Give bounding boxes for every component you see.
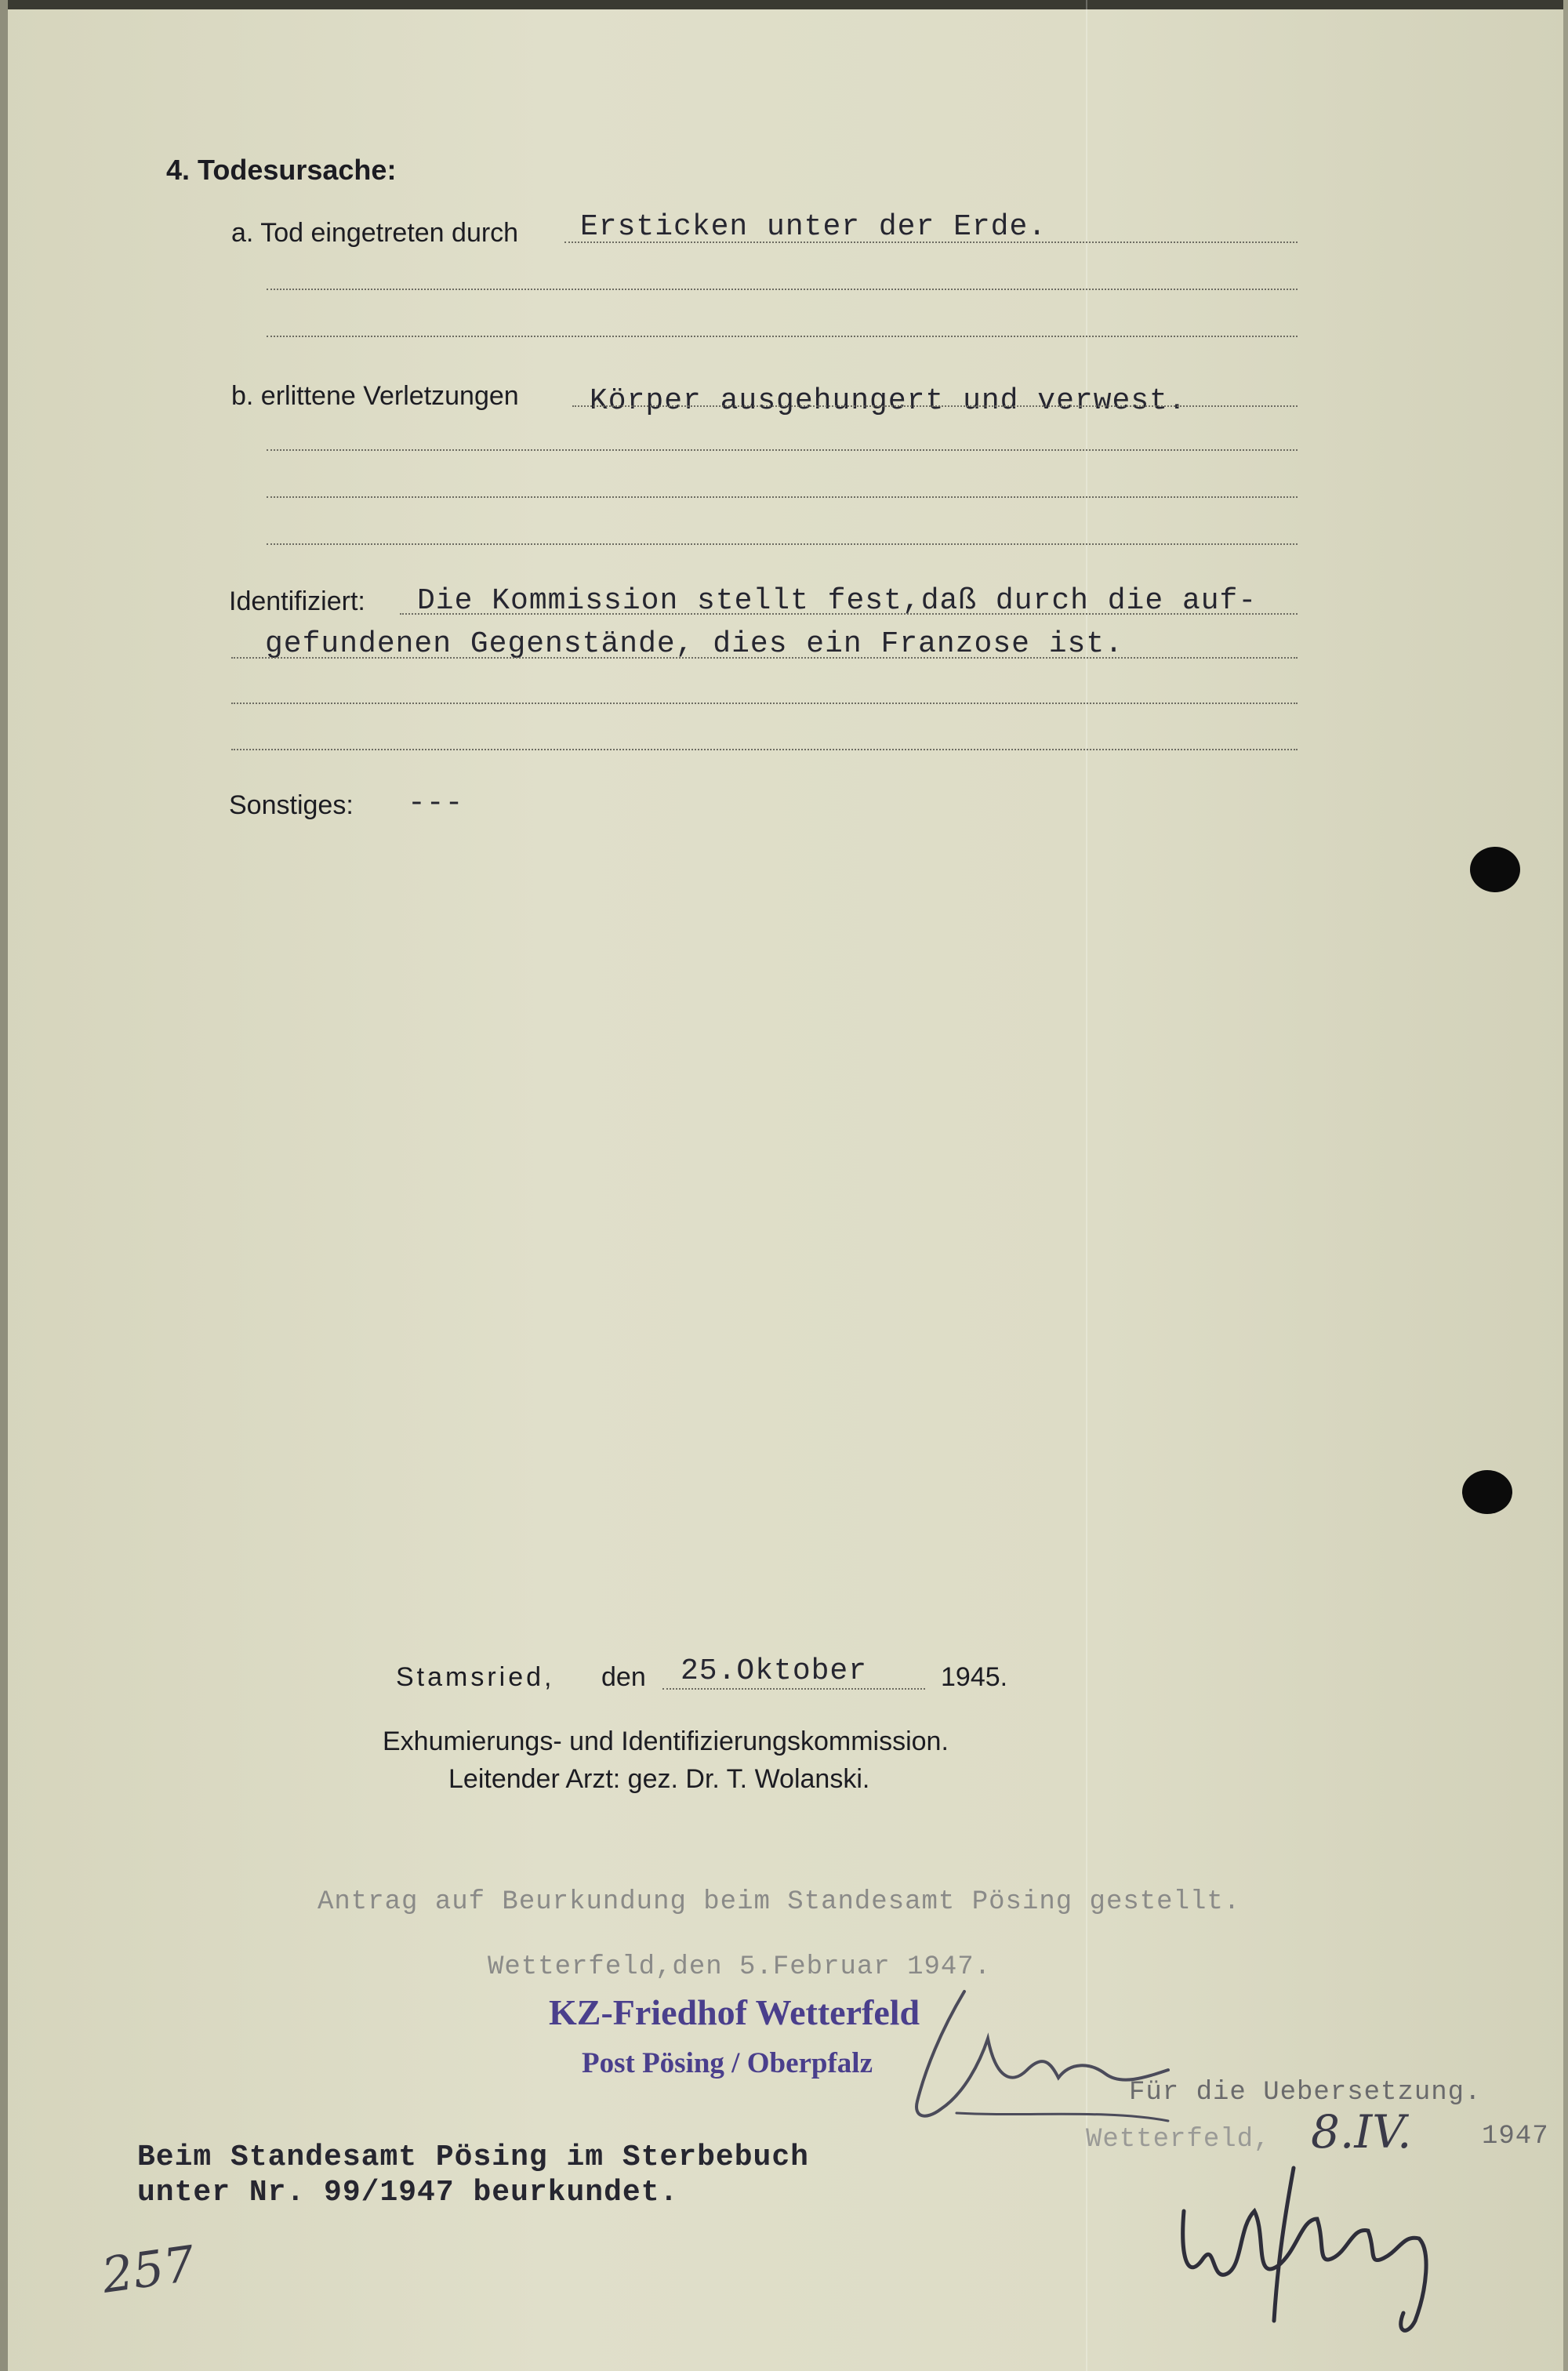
- scan-edge-left: [0, 0, 8, 2371]
- section-heading: 4. Todesursache:: [166, 154, 397, 186]
- handwritten-signature-registrar: [1168, 2164, 1466, 2344]
- identified-line-1: [400, 613, 1298, 615]
- scan-edge-right: [1563, 0, 1568, 2371]
- translation-date: 8.IV.: [1311, 2105, 1412, 2159]
- identified-line-2: [231, 657, 1298, 659]
- other-value: ---: [408, 786, 464, 820]
- scan-edge-top: [0, 0, 1568, 9]
- commission-name: Exhumierungs- und Identifizierungskommission.: [383, 1727, 949, 1756]
- translation-place: Wetterfeld,: [1086, 2125, 1271, 2155]
- injuries-value: Körper ausgehungert und verwest.: [590, 384, 1187, 418]
- translation-year: 1947: [1482, 2122, 1549, 2151]
- injuries-line-1: [572, 405, 1298, 407]
- stamp-line1: KZ-Friedhof Wetterfeld: [549, 1992, 920, 2032]
- identified-line-4: [231, 749, 1298, 750]
- stamp-line2: Post Pösing / Oberpfalz: [582, 2047, 873, 2079]
- date-value: 25.Oktober: [681, 1654, 868, 1688]
- registry-line1: Beim Standesamt Pösing im Sterbebuch: [137, 2140, 809, 2174]
- injuries-line-4: [267, 543, 1298, 545]
- injuries-line-2: [267, 449, 1298, 451]
- injuries-label: b. erlittene Verletzungen: [231, 381, 519, 411]
- cause-line-3: [267, 336, 1298, 337]
- other-label: Sonstiges:: [229, 790, 354, 820]
- place-label: Stamsried,: [396, 1662, 555, 1692]
- cause-line-2: [267, 289, 1298, 290]
- translation-line1: Für die Uebersetzung.: [1129, 2078, 1482, 2108]
- punch-hole-lower: [1462, 1470, 1512, 1514]
- den-label: den: [601, 1662, 646, 1692]
- cause-line-1: [564, 241, 1298, 243]
- registry-line2: unter Nr. 99/1947 beurkundet.: [137, 2176, 679, 2209]
- doctor-name: Leitender Arzt: gez. Dr. T. Wolanski.: [448, 1764, 870, 1794]
- injuries-line-3: [267, 496, 1298, 498]
- year-label: 1945.: [941, 1662, 1008, 1692]
- identified-value-line1: Die Kommission stellt fest,daß durch die auf-: [417, 584, 1258, 618]
- handwritten-signature-stamp: [909, 1984, 1176, 2133]
- identified-value-line2: gefundenen Gegenstände, dies ein Franzose ist.: [265, 627, 1123, 661]
- cause-label: a. Tod eingetreten durch: [231, 218, 519, 248]
- identified-label: Identifiziert:: [229, 586, 365, 616]
- archive-number: 257: [98, 2235, 198, 2304]
- date-line: [662, 1688, 925, 1690]
- application-line1: Antrag auf Beurkundung beim Standesamt Pösing gestellt.: [318, 1887, 1241, 1917]
- cause-value: Ersticken unter der Erde.: [580, 210, 1047, 244]
- application-line2: Wetterfeld,den 5.Februar 1947.: [488, 1952, 992, 1982]
- punch-hole-upper: [1470, 847, 1520, 892]
- identified-line-3: [231, 703, 1298, 704]
